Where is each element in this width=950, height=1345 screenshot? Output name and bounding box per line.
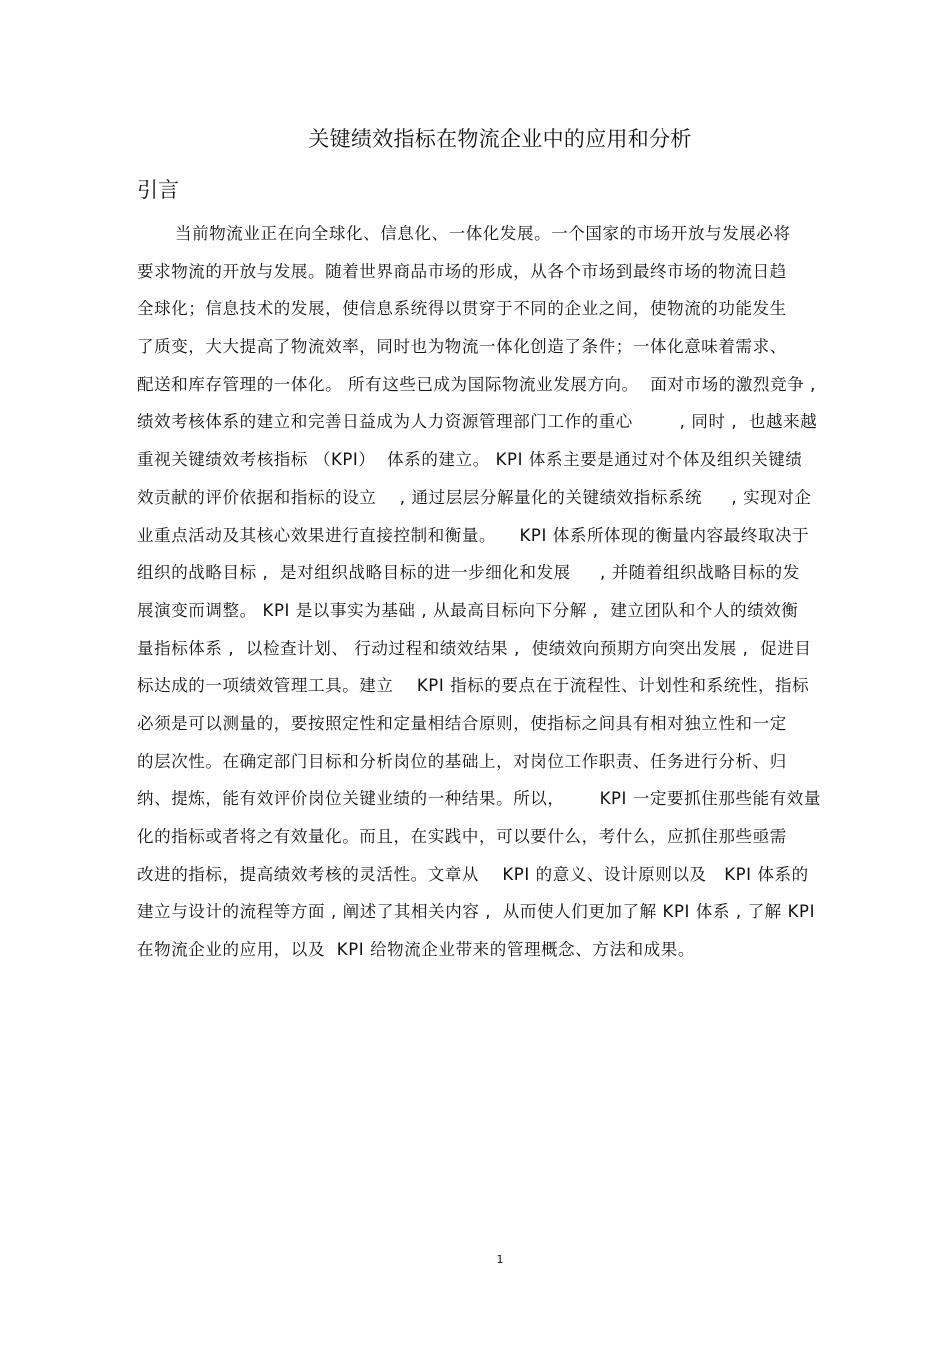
paragraph-line: 标达成的一项绩效管理工具。建立 KPI 指标的要点在于流程性、计划性和系统性，指标 (137, 676, 810, 696)
paragraph-line: 重视关键绩效考核指标 （KPI） 体系的建立。 KPI 体系主要是通过对个体及组织关键绩 (137, 450, 803, 470)
paragraph-line: 展演变而调整。 KPI 是以事实为基础 , 从最高目标向下分解 , 建立团队和个人的绩效衡 (137, 600, 799, 620)
paragraph-line: 配送和库存管理的一体化。 所有这些已成为国际物流业发展方向。 面对市场的激烈竞争 , (137, 374, 817, 394)
paragraph-line: 改进的指标，提高绩效考核的灵活性。文章从 KPI 的意义、设计原则以及 KPI 体系的 (137, 864, 809, 884)
paragraph-line: 效贡献的评价依据和指标的设立 , 通过层层分解量化的关键绩效指标系统 , 实现对企 (137, 487, 812, 507)
page-number: 1 (496, 1253, 504, 1266)
paragraph-line: 要求物流的开放与发展。随着世界商品市场的形成，从各个市场到最终市场的物流日趋 (137, 261, 787, 281)
paragraph-line: 业重点活动及其核心效果进行直接控制和衡量。 KPI 体系所体现的衡量内容最终取决于 (137, 525, 810, 545)
paragraph-line: 建立与设计的流程等方面 , 阐述了其相关内容 , 从而使人们更加了解 KPI 体系 , 了解 KPI (137, 902, 816, 922)
document-title: 关键绩效指标在物流企业中的应用和分析 (308, 127, 692, 151)
paragraph-line: 在物流企业的应用，以及 KPI 给物流企业带来的管理概念、方法和成果。 (137, 940, 695, 960)
paragraph-line: 绩效考核体系的建立和完善日益成为人力资源管理部门工作的重心 , 同时 , 也越来越 (137, 412, 818, 432)
paragraph-line: 当前物流业正在向全球化、信息化、一体化发展。一个国家的市场开放与发展必将 (175, 224, 791, 243)
paragraph-line: 的层次性。在确定部门目标和分析岗位的基础上，对岗位工作职责、任务进行分析、归 (137, 751, 787, 771)
paragraph-line: 必须是可以测量的，要按照定性和定量相结合原则，使指标之间具有相对独立性和一定 (137, 713, 787, 733)
introduction-paragraph (137, 220, 867, 974)
paragraph-line: 全球化；信息技术的发展，使信息系统得以贯穿于不同的企业之间，使物流的功能发生 (137, 299, 787, 319)
paragraph-line: 化的指标或者将之有效量化。而且，在实践中，可以要什么，考什么，应抓住那些亟需 (137, 827, 787, 846)
section-heading-introduction: 引言 (137, 178, 179, 202)
paragraph-line: 量指标体系 , 以检查计划、 行动过程和绩效结果 , 使绩效向预期方向突出发展 , 促进目 (137, 638, 812, 658)
paragraph-line: 纳、提炼，能有效评价岗位关键业绩的一种结果。所以， KPI 一定要抓住那些能有效量 (137, 789, 821, 809)
paragraph-line: 了质变，大大提高了物流效率，同时也为物流一体化创造了条件；一体化意味着需求、 (137, 337, 787, 357)
paragraph-line: 组织的战略目标 , 是对组织战略目标的进一步细化和发展 , 并随着组织战略目标的发 (137, 563, 800, 583)
